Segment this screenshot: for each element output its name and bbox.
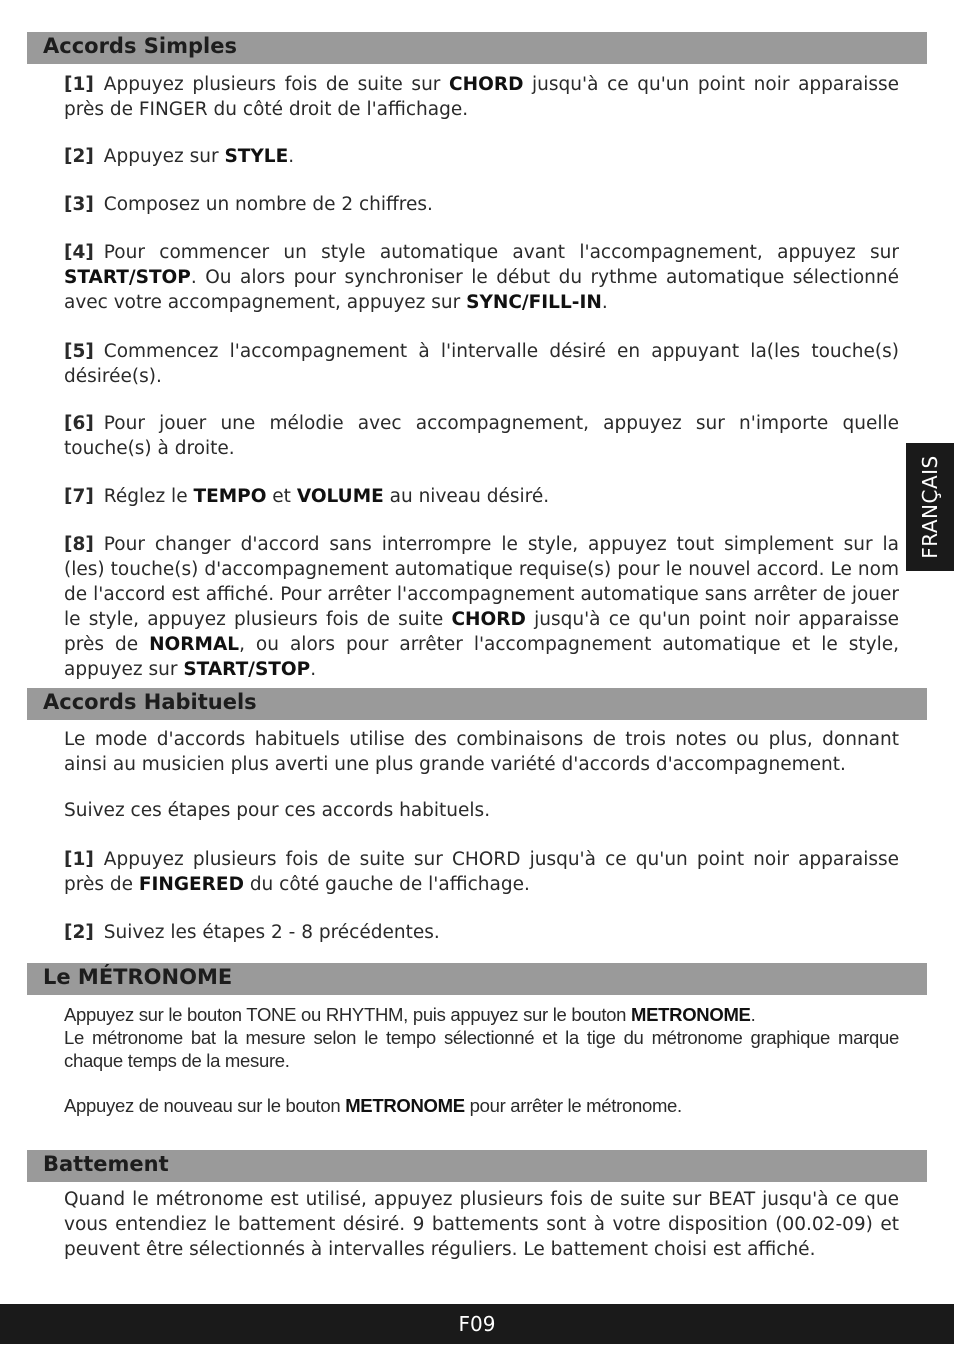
metronome-p2: Le métronome bat la mesure selon le tempo sélectionné et la tige du métronome graphique marque chaque temps de la mesure. [64, 1027, 899, 1071]
section-title: Accords Habituels [43, 690, 257, 714]
habituels-step-2: [2] Suivez les étapes 2 - 8 précédentes. [64, 922, 440, 943]
section-header-battement [27, 1150, 927, 1182]
habituels-intro: Le mode d'accords habituels utilise des combinaisons de trois notes ou plus, donnant ainsi au musicien plus averti une plus grande variété d'accords d'accompagnement. [64, 729, 899, 775]
habituels-step-1: [1] Appuyez plusieurs fois de suite sur CHORD jusqu'à ce qu'un point noir apparaisse près de FINGERED du côté gauche de l'affichage. [64, 849, 899, 895]
language-tab [906, 443, 954, 571]
step-4: [4] Pour commencer un style automatique avant l'accompagnement, appuyez sur START/STOP. Ou alors pour synchroniser le début du rythme automatique sélectionné avec votre accompagnement, appuyez sur SYNC/FILL-IN. [64, 242, 899, 313]
step-3: [3] Composez un nombre de 2 chiffres. [64, 194, 433, 215]
page-number: F09 [458, 1312, 496, 1336]
section-title: Battement [43, 1152, 169, 1176]
footer-bar [0, 1304, 954, 1344]
step-8: [8] Pour changer d'accord sans interrompre le style, appuyez tout simplement sur la (les) touche(s) d'accompagnement automatique requise(s) pour le nouvel accord. Le nom de l'accord est affiché. Pour arrêter l'accompagnement automatique sans arrêter de jouer le style, appuyez plusieurs fois de suite CHORD jusqu'à ce qu'un point noir apparaisse près de NORMAL, ou alors pour arrêter l'accompagnement automatique et le style, appuyez sur START/STOP. [64, 534, 899, 680]
step-5: [5] Commencez l'accompagnement à l'intervalle désiré en appuyant la(les touche(s) désirée(s). [64, 341, 899, 387]
section-header-accords-simples [27, 32, 927, 64]
battement-text: Quand le métronome est utilisé, appuyez plusieurs fois de suite sur BEAT jusqu'à ce que vous entendiez le battement désiré. 9 battements sont à votre disposition (00.02-09) et peuvent être sélectionnés à intervalles réguliers. Le battement choisi est affiché. [64, 1189, 899, 1260]
step-6: [6] Pour jouer une mélodie avec accompagnement, appuyez sur n'importe quelle touche(s) à droite. [64, 413, 899, 459]
section-title: Le MÉTRONOME [43, 965, 233, 989]
metronome-p1: Appuyez sur le bouton TONE ou RHYTHM, puis appuyez sur le bouton METRONOME. [64, 1004, 756, 1025]
section-header-metronome [27, 963, 927, 995]
section-title: Accords Simples [43, 34, 237, 58]
step-2: [2] Appuyez sur STYLE. [64, 146, 295, 167]
section-header-accords-habituels [27, 688, 927, 720]
step-1: [1] Appuyez plusieurs fois de suite sur CHORD jusqu'à ce qu'un point noir apparaisse près de FINGER du côté droit de l'affichage. [64, 74, 899, 120]
language-label: FRANÇAIS [918, 455, 942, 559]
habituels-follow: Suivez ces étapes pour ces accords habituels. [64, 800, 491, 821]
step-7: [7] Réglez le TEMPO et VOLUME au niveau désiré. [64, 486, 550, 507]
metronome-p3: Appuyez de nouveau sur le bouton METRONOME pour arrêter le métronome. [64, 1095, 682, 1116]
